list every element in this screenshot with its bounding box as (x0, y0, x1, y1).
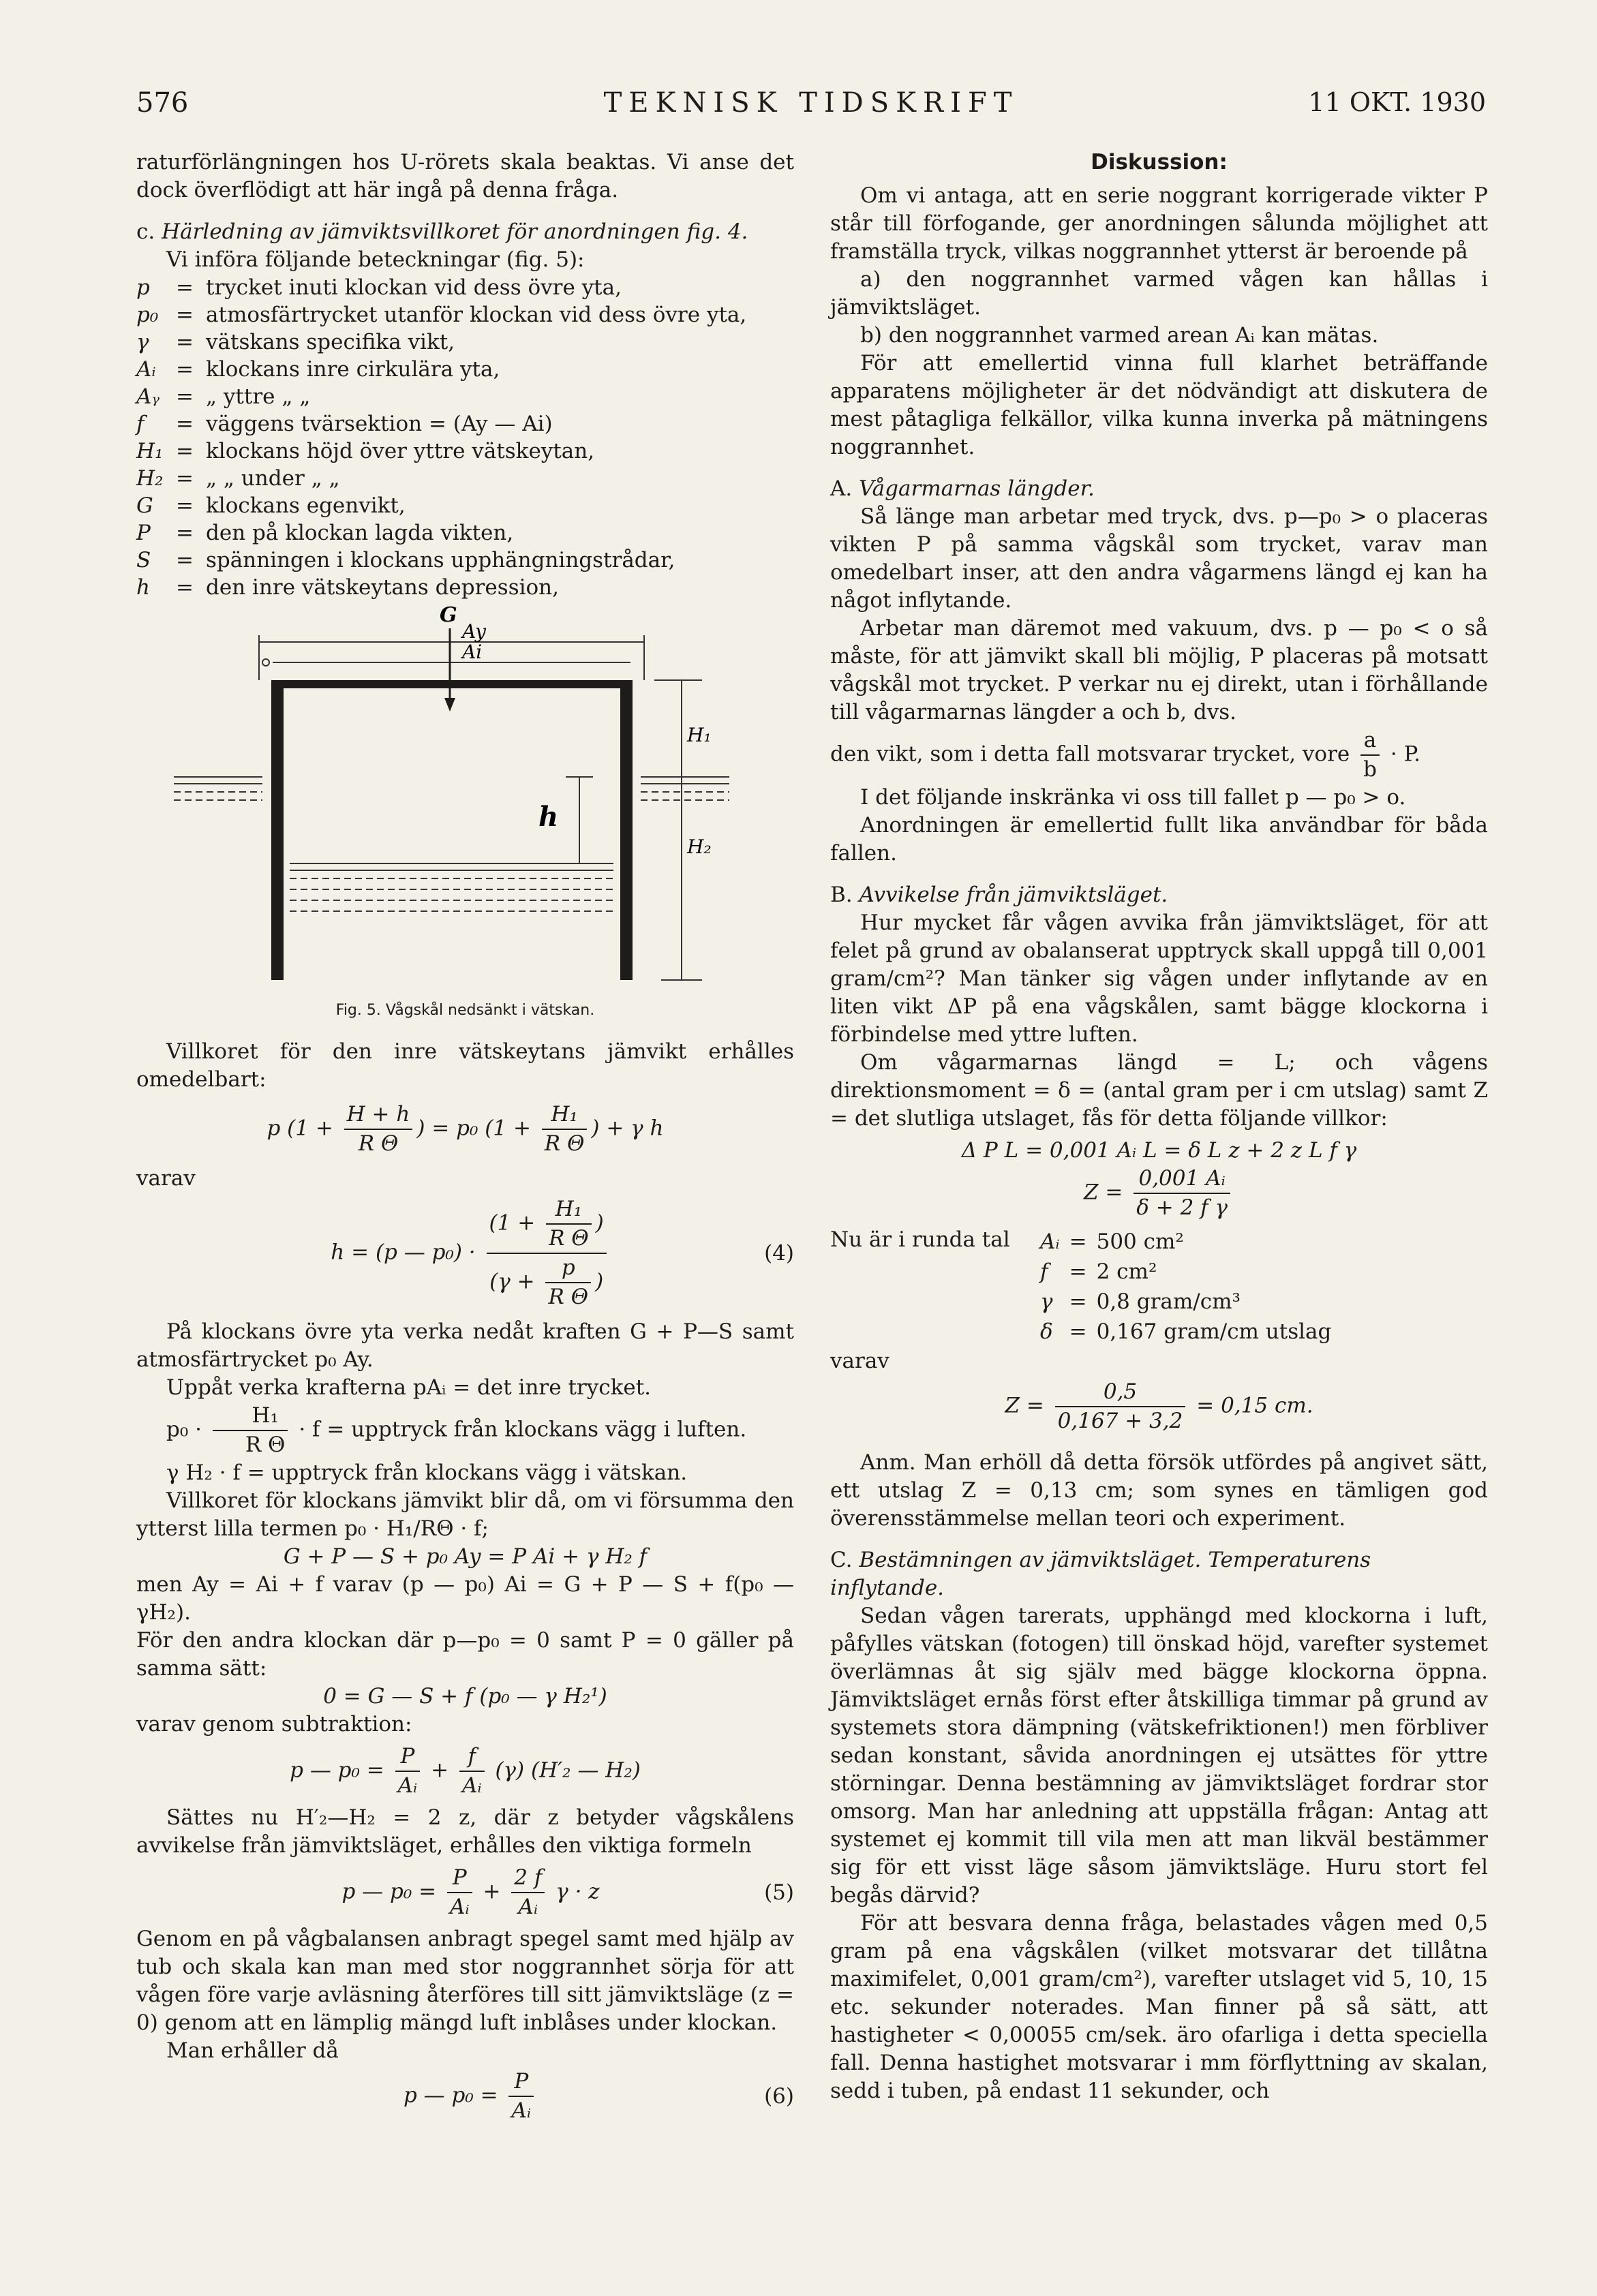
equals-sign: = (176, 330, 194, 354)
eq-text: = 0,15 cm. (1196, 1393, 1313, 1418)
paragraph: Så länge man arbetar med tryck, dvs. p—p₀ > o placeras vikten P på samma vågskål som trycket, varav man omedelbart inser, att den andra vågarmens längd ej kan ha något inflytande. (830, 504, 1488, 613)
eq-text: (γ) (H′₂ — H₂) (495, 1758, 641, 1783)
definition-symbol: f (136, 412, 145, 436)
eq-text: · f = upptryck från klockans vägg i luften. (299, 1417, 747, 1442)
eq-num: 0,5 (1055, 1378, 1186, 1407)
equation-zero: 0 = G — S + f (p₀ — γ H₂¹) (323, 1684, 607, 1709)
nu-ar-label: Nu är i runda tal (830, 1227, 1010, 1252)
page-number: 576 (136, 87, 189, 119)
values-block (830, 1226, 1488, 1347)
eq-text: γ · z (556, 1879, 600, 1904)
label-H1: H₁ (687, 724, 712, 746)
label-G: G (440, 603, 457, 627)
section-heading-a (830, 475, 1488, 503)
value-row (1036, 1287, 1335, 1316)
eq-den: Aᵢ (518, 1895, 538, 1919)
equals-sign: = (176, 521, 194, 545)
value-eq: = (1069, 1289, 1087, 1314)
eq-den: 0,167 + 3,2 (1057, 1409, 1183, 1433)
eq-num: P (508, 2068, 534, 2097)
paragraph: b) den noggrannhet varmed arean Aᵢ kan mätas. (860, 323, 1379, 348)
varav-label: varav (830, 1349, 889, 1373)
definition-row (136, 465, 794, 492)
eq-num: H + h (344, 1101, 413, 1130)
definition-symbol: P (136, 521, 151, 545)
issue-date: 11 OKT. 1930 (1308, 87, 1486, 117)
definition-symbol: H₂ (136, 466, 164, 491)
eq-text: = p₀ (431, 1116, 478, 1141)
eq-den: Aᵢ (397, 1773, 418, 1798)
eq-den: R Θ (544, 1131, 585, 1156)
definition-row (136, 547, 794, 574)
eq-num: H₁ (546, 1195, 592, 1225)
eq-text: p (267, 1116, 281, 1141)
equation-number: (4) (764, 1240, 794, 1266)
paragraph: För den andra klockan där p—p₀ = 0 samt P = 0 gäller på samma sätt: (136, 1628, 794, 1681)
paragraph: Vi införa följande beteckningar (fig. 5): (166, 247, 585, 272)
value-sym: γ (1040, 1289, 1053, 1314)
value-row (1036, 1227, 1335, 1256)
eq-num: H₁ (542, 1101, 588, 1130)
page-header (136, 87, 1486, 128)
equation-subtraction: p — p₀ = $\frac{P}{\text{Aᵢ}}$ + $\frac{f}{\text{Aᵢ}}$ (γ) (H′₂ — H₂) (136, 1743, 794, 1800)
definition-symbol: Aᵧ (136, 384, 160, 409)
definition-symbol: p₀ (136, 303, 159, 327)
definition-symbol: Aᵢ (136, 357, 156, 382)
definition-row (136, 519, 794, 547)
value-val: 2 cm² (1096, 1259, 1157, 1284)
definition-row (136, 574, 794, 601)
equals-sign: = (176, 575, 194, 600)
section-label: C. (830, 1548, 853, 1572)
figure-caption: Fig. 5. Vågskål nedsänkt i vätskan. (335, 1002, 595, 1019)
definition-row (136, 274, 794, 301)
value-eq: = (1069, 1259, 1087, 1284)
paragraph: Villkoret för den inre vätskeytans jämvikt erhålles omedelbart: (136, 1039, 794, 1092)
eq-num: a (1360, 726, 1380, 756)
paragraph: Arbetar man däremot med vakuum, dvs. p — p₀ < o så måste, för att jämvikt skall bli möjlig, P placeras på motsatt vågskål mot trycket. P verkar nu ej direkt, utan i förhållande till vågarmarnas längder a och b, dvs. (830, 616, 1488, 724)
paragraph: Uppåt verka krafterna pAᵢ = det inre trycket. (166, 1375, 652, 1400)
paragraph: γ H₂ · f = upptryck från klockans vägg i vätskan. (166, 1460, 688, 1485)
eq-num: 0,001 Aᵢ (1134, 1165, 1230, 1194)
equals-sign: = (176, 357, 194, 382)
equals-sign: = (176, 493, 194, 518)
definition-symbol: h (136, 575, 150, 600)
definition-text: trycket inuti klockan vid dess övre yta, (206, 275, 622, 300)
equals-sign: = (176, 303, 194, 327)
definition-text: den inre vätskeytans depression, (206, 575, 559, 600)
eq-num: p (545, 1254, 591, 1283)
definition-text: den på klockan lagda vikten, (206, 521, 514, 545)
equals-sign: = (176, 548, 194, 572)
section-label: A. (830, 476, 853, 501)
eq-den: δ + 2 f γ (1136, 1195, 1228, 1220)
definition-text: klockans inre cirkulära yta, (206, 357, 500, 382)
paragraph: Anm. Man erhöll då detta försök utfördes på angivet sätt, ett utslag Z = 0,13 cm; som synes en tämligen god överensstämmelse mellan teori och experiment. (830, 1450, 1488, 1531)
eq-text: p — p₀ = (290, 1758, 384, 1783)
equals-sign: = (176, 412, 194, 436)
section-heading-c2 (830, 1546, 1488, 1602)
eq-text: Z = (1005, 1393, 1044, 1418)
paragraph: Man erhåller då (166, 2038, 339, 2063)
definition-row (136, 492, 794, 519)
eq-text: Z = (1083, 1180, 1123, 1205)
definitions-table (136, 274, 794, 601)
eq-den: R Θ (548, 1285, 589, 1309)
eq-text: den vikt, som i detta fall motsvarar trycket, vore (830, 741, 1350, 767)
paragraph (830, 726, 1488, 784)
paragraph: men Ay = Ai + f varav (p — p₀) Ai = G + P — S + f(p₀ — γH₂). (136, 1572, 794, 1625)
eq-den: Aᵢ (461, 1773, 482, 1798)
section-title: Härledning av jämviktsvillkoret för anordningen fig. 4. (162, 219, 748, 244)
label-Ay: Ay (462, 620, 486, 643)
equals-sign: = (176, 439, 194, 463)
value-sym: Aᵢ (1040, 1229, 1060, 1254)
eq-den: Aᵢ (449, 1895, 470, 1919)
eq-num: 2 f (511, 1864, 545, 1893)
value-sym: δ (1040, 1319, 1053, 1344)
equals-sign: = (176, 466, 194, 491)
definition-text: vätskans specifika vikt, (206, 330, 455, 354)
equals-sign: = (176, 384, 194, 409)
eq-text: γ + (498, 1269, 535, 1294)
eq-text: p₀ · (166, 1417, 202, 1442)
eq-den: Aᵢ (511, 2098, 532, 2123)
eq-text: · P. (1390, 741, 1420, 767)
definition-text: klockans höjd över yttre vätskeytan, (206, 439, 595, 463)
equation-main: p (1 + $\frac{H + h}{\text{R Θ}}$ ) = p₀ (1 + $\frac{\text{H₁}}{\text{R Θ}}$ ) + γ h (136, 1101, 794, 1158)
equation-b1: Δ P L = 0,001 Aᵢ L = δ L z + 2 z L f γ (961, 1138, 1357, 1163)
section-title: Bestämningen av jämviktsläget. Temperaturens inflytande. (830, 1548, 1371, 1600)
value-row (1036, 1317, 1335, 1346)
paragraph: Om vågarmarnas längd = L; och vågens direktionsmoment = δ = (antal gram per i cm utslag) samt Z = det slutliga utslaget, fås för detta följande villkor: (830, 1050, 1488, 1131)
definition-symbol: p (136, 275, 150, 300)
eq-num: P (395, 1743, 421, 1772)
right-column (830, 149, 1488, 2105)
definition-row (136, 410, 794, 438)
definition-text: „ „ under „ „ (206, 466, 340, 491)
equation-5: p — p₀ = $\frac{P}{\text{Aᵢ}}$ + $\frac{2 f}{\text{Aᵢ}}$ γ · z (5) (136, 1864, 794, 1921)
paragraph: Sättes nu H′₂—H₂ = 2 z, där z betyder vågskålens avvikelse från jämviktsläget, erhålles den viktiga formeln (136, 1805, 794, 1858)
eq-den: b (1363, 757, 1377, 782)
definition-symbol: S (136, 548, 151, 572)
equation-number: (5) (764, 1880, 794, 1905)
equation-number: (6) (764, 2083, 794, 2109)
equation-6 (136, 2068, 794, 2125)
eq-den: R Θ (549, 1226, 589, 1251)
section-title: Vågarmarnas längder. (859, 476, 1095, 501)
eq-num: f (459, 1743, 485, 1772)
definition-symbol: H₁ (136, 439, 164, 463)
paragraph: För att emellertid vinna full klarhet beträffande apparatens möjligheter är det nödvändigt att diskutera de mest påtagliga felkällor, vilka kunna inverka på mätningens noggrannhet. (830, 351, 1488, 459)
paragraph (136, 1402, 794, 1459)
section-label: B. (830, 883, 853, 907)
section-label: c. (136, 219, 155, 244)
definition-row (136, 328, 794, 356)
left-column (136, 149, 794, 2128)
values-table (1035, 1226, 1337, 1347)
paragraph: a) den noggrannhet varmed vågen kan hållas i jämviktsläget. (830, 267, 1488, 320)
definition-text: atmosfärtrycket utanför klockan vid dess övre yta, (206, 303, 747, 327)
definition-text: väggens tvärsektion = (Ay — Ai) (206, 412, 553, 436)
paragraph: För att besvara denna fråga, belastades vågen med 0,5 gram på ena vågskålen (vilket motsvarar det tillåtna maximifelet, 0,001 gram/cm²), varefter utslaget vid 5, 10, 15 etc. sekunder noterades. Man finner på så sätt, att hastigheter < 0,00055 cm/sek. äro ofarliga i detta speciella fall. Denna hastighet motsvarar i mm förflyttning av skalan, sedd i tuben, på endast 11 sekunder, och (830, 1911, 1488, 2103)
label-Ai: Ai (462, 641, 483, 663)
paragraph: Hur mycket får vågen avvika från jämviktsläget, för att felet på grund av obalanserat upptryck skall uppgå till 0,001 gram/cm²? Man tänker sig vågen under inflytande av en liten vikt ΔP på ena vågskålen, samt bägge klockorna i förbindelse med yttre luften. (830, 910, 1488, 1047)
paragraph: Om vi antaga, att en serie noggrant korrigerade vikter P står till förfogande, ger anordningen sålunda möjlighet att framställa tryck, vilkas noggrannhet ytterst är beroende på (830, 183, 1488, 264)
label-h: h (538, 801, 559, 833)
equation-4: h = (p — p₀) · (1 + $\frac{\text{H₁}}{\text{R Θ}}$ ) (γ + $\frac{p}{\text{R Θ}}$ ) (4) (136, 1195, 794, 1311)
definition-row (136, 383, 794, 410)
definition-row (136, 356, 794, 383)
value-eq: = (1069, 1319, 1087, 1344)
figure-5 (136, 603, 794, 1024)
value-eq: = (1069, 1229, 1087, 1254)
value-row (1036, 1257, 1335, 1286)
eq-text: + γ h (606, 1116, 664, 1141)
label-H2: H₂ (687, 836, 712, 858)
paragraph: Villkoret för klockans jämvikt blir då, om vi försumma den ytterst lilla termen p₀ · H₁/RΘ · f; (136, 1488, 794, 1541)
discussion-heading: Diskussion: (1091, 150, 1228, 174)
eq-text: h = (p — p₀) · (331, 1240, 476, 1265)
paragraph: varav genom subtraktion: (136, 1712, 412, 1736)
definition-text: spänningen i klockans upphängningstrådar, (206, 548, 675, 572)
eq-den: R Θ (358, 1131, 399, 1156)
journal-title: TEKNISK TIDSKRIFT (603, 87, 1019, 119)
section-heading-c (136, 218, 794, 246)
eq-text: p — p₀ = (403, 2083, 498, 2108)
definition-symbol: γ (136, 330, 149, 354)
section-title: Avvikelse från jämviktsläget. (859, 883, 1168, 907)
eq-num: H₁ (213, 1402, 288, 1431)
equation-b3 (830, 1378, 1488, 1435)
paragraph: Anordningen är emellertid fullt lika användbar för båda fallen. (830, 813, 1488, 866)
equation-b2 (830, 1165, 1488, 1222)
equals-sign: = (176, 275, 194, 300)
eq-num: P (447, 1864, 472, 1893)
value-val: 0,167 gram/cm utslag (1096, 1319, 1332, 1344)
paragraph: raturförlängningen hos U-rörets skala beaktas. Vi anse det dock överflödigt att här ingå på denna fråga. (136, 150, 794, 202)
value-val: 500 cm² (1096, 1229, 1184, 1254)
section-heading-b (830, 881, 1488, 909)
value-val: 0,8 gram/cm³ (1096, 1289, 1241, 1314)
definition-text: „ yttre „ „ (206, 384, 311, 409)
paragraph: Sedan vågen tarerats, upphängd med klockorna i luft, påfylles vätskan (fotogen) till önskad höjd, varefter systemet överlämnas åt sig själv med bägge klockorna öppna. Jämviktsläget ernås först efter åtskilliga timmar på grund av systemets stora dämpning (vätskefriktionen!) men förbliver sedan konstant, såvida anordningen ej utsättes för yttre störningar. Denna bestämning av jämviktsläget fordrar stor omsorg. Man har anledning att uppställa frågan: Antag att systemet ej kommit till vila men att man likväl bestämmer sig för ett visst läge såsom jämviktsläge. Huru stort fel begås därvid? (830, 1604, 1488, 1908)
equation-balance: G + P — S + p₀ Ay = P Ai + γ H₂ f (283, 1544, 648, 1569)
eq-text: 1 + (497, 1210, 536, 1236)
definition-row (136, 438, 794, 465)
definition-symbol: G (136, 493, 153, 518)
eq-den: R Θ (245, 1433, 286, 1457)
varav-label: varav (136, 1166, 196, 1191)
paragraph: Genom en på vågbalansen anbragt spegel samt med hjälp av tub och skala kan man med stor noggrannhet sörja för att vågen före varje avläsning återföres till sitt jämviktsläge (z = 0) genom att en lämplig mängd luft inblåses under klockan. (136, 1927, 794, 2035)
paragraph: På klockans övre yta verka nedåt kraften G + P—S samt atmosfärtrycket p₀ Ay. (136, 1319, 794, 1372)
paragraph: I det följande inskränka vi oss till fallet p — p₀ > o. (860, 785, 1406, 810)
eq-text: p — p₀ = (341, 1879, 437, 1904)
definition-row (136, 301, 794, 328)
figure-5-diagram (136, 603, 794, 986)
value-sym: f (1040, 1259, 1048, 1284)
definition-text: klockans egenvikt, (206, 493, 406, 518)
